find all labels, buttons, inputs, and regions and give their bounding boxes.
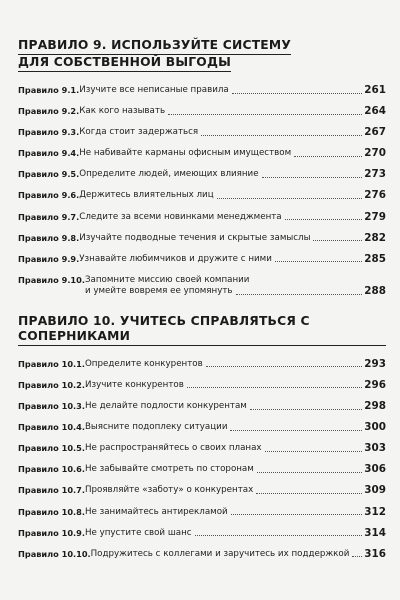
toc-entry[interactable] <box>18 549 386 561</box>
toc-entry[interactable] <box>18 169 386 181</box>
toc-entry-page-number: 279 <box>364 210 386 223</box>
toc-entry-page-number: 316 <box>364 547 386 560</box>
toc-entry-title: Следите за всеми новинками менеджмента <box>79 211 282 222</box>
toc-entry-title: Не занимайтесь антирекламой <box>84 506 228 517</box>
toc-entry-label: Правило 10.8. <box>18 506 85 517</box>
toc-entry-label: Правило 9.6. <box>18 190 80 201</box>
toc-entry-page-number: 296 <box>364 378 386 391</box>
toc-entry-line <box>85 401 386 413</box>
toc-entry-label: Правило 9.1. <box>18 85 80 95</box>
toc-entry-page-number: 270 <box>364 147 386 160</box>
toc-entry-page-number: 309 <box>364 484 386 497</box>
toc-entry-body <box>79 148 386 160</box>
toc-entry-title: Запомните миссию своей компании <box>84 274 250 285</box>
toc-entry-line <box>85 464 386 476</box>
dot-leader <box>230 430 362 431</box>
toc-entry[interactable] <box>18 254 386 266</box>
toc-entry[interactable] <box>18 485 386 497</box>
toc-entry-title-continued: и умейте вовремя ее упомянуть <box>84 286 233 297</box>
toc-entry-label: Правило 9.2. <box>18 106 80 117</box>
toc-entry-line <box>85 380 386 392</box>
toc-entry-page-number: 264 <box>364 105 386 118</box>
toc-entry-line <box>85 359 386 371</box>
toc-entry-title: Не делайте подлости конкурентам <box>84 401 247 412</box>
dot-leader <box>217 198 363 199</box>
toc-entry-line <box>79 254 386 266</box>
toc-entry-label: Правило 10.3. <box>18 401 85 412</box>
toc-entry-body <box>85 485 386 497</box>
toc-entry-body <box>91 549 386 561</box>
dot-leader <box>168 114 362 115</box>
toc-entry-body <box>85 464 386 476</box>
toc-entry-line <box>85 286 386 298</box>
toc-entry[interactable] <box>18 401 386 413</box>
toc-entry[interactable] <box>18 85 386 97</box>
toc-entry-title: Не упустите свой шанс <box>84 527 192 538</box>
section-heading-line-2: ДЛЯ СОБСТВЕННОЙ ВЫГОДЫ <box>18 55 231 72</box>
toc-entry-line <box>79 127 386 139</box>
toc-entry-title: Держитесь влиятельных лиц <box>79 190 214 201</box>
toc-entry-label: Правило 9.3. <box>18 127 80 138</box>
toc-entry-title: Определите конкурентов <box>84 358 203 369</box>
toc-entry[interactable] <box>18 528 386 540</box>
toc-entry-page-number: 261 <box>364 84 386 96</box>
toc-entry[interactable] <box>18 190 386 202</box>
toc-entry-page-number: 298 <box>364 400 386 413</box>
toc-entry-title: Изучите все неписаные правила <box>79 85 229 95</box>
toc-entry-line <box>91 549 386 561</box>
section-heading <box>18 314 386 346</box>
toc-entry-label: Правило 10.6. <box>18 464 85 475</box>
toc-entry[interactable] <box>18 464 386 476</box>
toc-entry-label: Правило 9.9. <box>18 253 80 264</box>
toc-entry-label: Правило 10.7. <box>18 485 85 496</box>
toc-entry-label: Правило 10.1. <box>18 358 85 369</box>
toc-entry-label: Правило 10.10. <box>18 548 91 559</box>
toc-entry-body <box>79 233 386 245</box>
toc-entry-body <box>79 169 386 181</box>
toc-list <box>18 359 386 560</box>
toc-entry-page-number: 300 <box>364 421 386 434</box>
toc-entry-label: Правило 10.4. <box>18 422 85 433</box>
toc-entry-label: Правило 9.7. <box>18 211 80 222</box>
toc-section-rule-10 <box>18 314 386 560</box>
toc-entry-title: Не забывайте смотреть по сторонам <box>84 464 254 475</box>
toc-entry-page-number: 293 <box>364 357 386 370</box>
toc-entry[interactable] <box>18 233 386 245</box>
toc-entry[interactable] <box>18 507 386 519</box>
toc-entry-title: Не распространяйтесь о своих планах <box>84 443 262 454</box>
toc-list <box>18 85 386 298</box>
toc-entry-line <box>85 485 386 497</box>
toc-entry-page-number: 267 <box>364 126 386 139</box>
toc-entry-line <box>79 106 386 118</box>
toc-entry[interactable] <box>18 148 386 160</box>
toc-entry[interactable] <box>18 359 386 371</box>
dot-leader <box>262 177 363 178</box>
toc-entry-label: Правило 9.5. <box>18 169 80 180</box>
toc-entry-title: Не набивайте карманы офисным имуществом <box>79 148 292 159</box>
section-heading-line-1: ПРАВИЛО 10. УЧИТЕСЬ СПРАВЛЯТЬСЯ С СОПЕРНИКАМИ <box>18 314 386 346</box>
toc-entry-body <box>79 127 386 139</box>
toc-entry-title: Изучайте подводные течения и скрытые замыслы <box>79 232 311 243</box>
dot-leader <box>256 493 362 494</box>
toc-entry-label: Правило 9.8. <box>18 232 80 243</box>
toc-entry-line <box>85 443 386 455</box>
toc-entry-body <box>85 401 386 413</box>
toc-entry-title: Как кого называть <box>79 106 166 117</box>
dot-leader <box>257 472 362 473</box>
toc-entry-label: Правило 9.10. <box>18 274 85 285</box>
dot-leader <box>236 294 363 295</box>
toc-entry-title: Подружитесь с коллегами и заручитесь их поддержкой <box>90 548 350 559</box>
dot-leader <box>187 387 362 388</box>
toc-section-rule-9 <box>18 38 386 298</box>
toc-entry-body <box>79 85 386 97</box>
toc-entry-line <box>79 233 386 245</box>
toc-entry-page-number: 312 <box>364 505 386 518</box>
toc-entry[interactable] <box>18 380 386 392</box>
toc-entry[interactable] <box>18 275 386 298</box>
dot-leader <box>313 240 362 241</box>
dot-leader <box>294 156 362 157</box>
dot-leader <box>250 409 362 410</box>
dot-leader <box>275 261 362 262</box>
toc-entry-body <box>85 275 386 298</box>
toc-entry-line <box>85 422 386 434</box>
toc-entry-body <box>85 528 386 540</box>
toc-entry-page-number: 282 <box>364 231 386 244</box>
toc-entry-title: Узнавайте любимчиков и дружите с ними <box>79 253 272 264</box>
toc-entry-body <box>79 106 386 118</box>
toc-entry-line <box>79 85 386 97</box>
toc-entry-title: Изучите конкурентов <box>84 379 184 390</box>
toc-entry-body <box>85 359 386 371</box>
toc-entry-page-number: 303 <box>364 442 386 455</box>
toc-entry-label: Правило 10.5. <box>18 443 85 454</box>
toc-entry-body <box>85 380 386 392</box>
toc-entry-body <box>79 212 386 224</box>
toc-entry-line <box>79 169 386 181</box>
toc-entry-page-number: 285 <box>364 252 386 265</box>
toc-entry-line <box>85 528 386 540</box>
toc-entry-line <box>79 148 386 160</box>
toc-entry-title: Когда стоит задержаться <box>79 127 199 138</box>
toc-entry-body <box>85 422 386 434</box>
toc-entry-body <box>79 254 386 266</box>
toc-entry-page-number: 276 <box>364 189 386 202</box>
toc-entry-page-number: 273 <box>364 168 386 181</box>
dot-leader <box>285 219 363 220</box>
toc-entry[interactable] <box>18 106 386 118</box>
dot-leader <box>231 514 363 515</box>
dot-leader <box>206 366 363 367</box>
dot-leader <box>195 535 363 536</box>
toc-entry-page-number: 306 <box>364 463 386 476</box>
toc-entry-body <box>85 443 386 455</box>
toc-entry-label: Правило 9.4. <box>18 148 80 159</box>
toc-entry[interactable] <box>18 127 386 139</box>
dot-leader <box>201 135 362 136</box>
section-heading <box>18 38 386 72</box>
toc-entry-page-number: 314 <box>364 526 386 539</box>
toc-entry-title: Определите людей, имеющих влияние <box>79 169 259 180</box>
toc-entry-line <box>79 190 386 202</box>
toc-entry-body <box>79 190 386 202</box>
toc-entry-line <box>85 507 386 519</box>
dot-leader <box>232 93 363 94</box>
toc-entry-line <box>79 212 386 224</box>
toc-entry-page-number: 288 <box>364 285 386 298</box>
toc-entry-body <box>85 507 386 519</box>
toc-entry[interactable] <box>18 422 386 434</box>
toc-entry-title: Выясните подоплеку ситуации <box>84 422 228 433</box>
toc-entry-title: Проявляйте «заботу» о конкурентах <box>84 485 254 496</box>
toc-entry-label: Правило 10.2. <box>18 379 85 390</box>
toc-entry[interactable] <box>18 443 386 455</box>
dot-leader <box>265 451 363 452</box>
dot-leader <box>352 556 362 557</box>
toc-entry[interactable] <box>18 212 386 224</box>
toc-entry-label: Правило 10.9. <box>18 527 85 538</box>
section-heading-line-1: ПРАВИЛО 9. ИСПОЛЬЗУЙТЕ СИСТЕМУ <box>18 38 291 55</box>
